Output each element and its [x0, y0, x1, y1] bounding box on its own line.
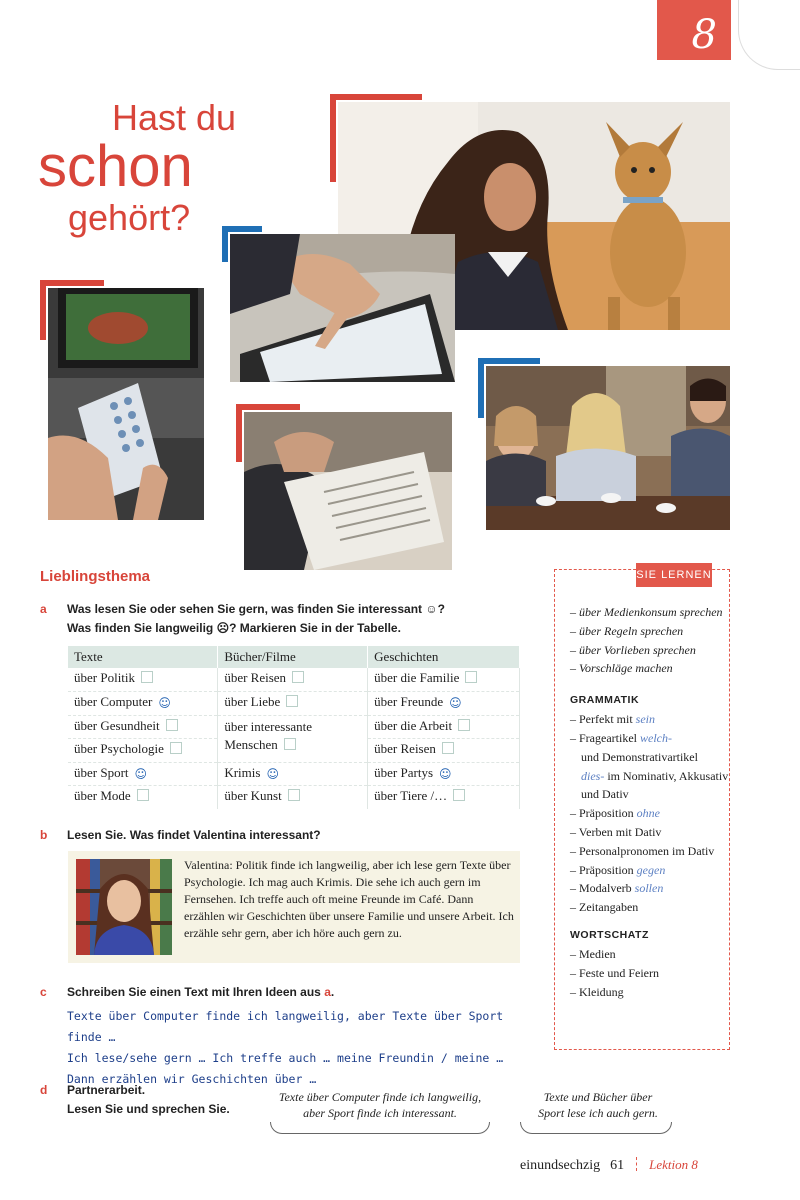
vocab-item: – Medien	[570, 946, 616, 961]
vocab-item: – Feste und Feiern	[570, 965, 659, 980]
table-cell	[218, 715, 368, 762]
checkbox[interactable]	[292, 671, 304, 683]
exercise-d-line-2: Lesen Sie und sprechen Sie.	[67, 1102, 230, 1116]
photo-hand-on-tablet	[230, 234, 455, 382]
table-row	[68, 668, 520, 692]
vocab-item: – Kleidung	[570, 984, 624, 999]
table-cell	[68, 739, 218, 763]
grammar-text: – Frageartikel	[570, 730, 640, 745]
exercise-b-letter: b	[40, 828, 48, 842]
speech-bubble-1-outline	[270, 1122, 490, 1134]
grammar-keyword: ohne	[636, 806, 660, 821]
checkbox[interactable]	[453, 789, 465, 801]
photo-accent	[236, 404, 300, 410]
smiley-icon[interactable]: ☺	[134, 766, 148, 781]
page-curl	[738, 0, 800, 70]
grammar-text: – Präposition	[570, 862, 637, 877]
column-header-texte: Texte	[68, 646, 218, 668]
title-line-2: schon	[38, 134, 193, 199]
grammar-item	[570, 861, 730, 880]
exercise-c-text: Schreiben Sie einen Text mit Ihren Ideen aus	[67, 985, 321, 999]
cell-text: über Politik	[74, 670, 136, 685]
checkbox[interactable]	[141, 671, 153, 683]
table-cell	[68, 715, 218, 739]
grammar-text: – Perfekt mit	[570, 712, 636, 727]
section-heading: Lieblingsthema	[40, 568, 151, 585]
grammar-item: – Verben mit Dativ	[570, 824, 662, 839]
exercise-c-end: .	[330, 985, 335, 999]
photo-friends-cafe	[486, 366, 730, 530]
title-line-3: gehört?	[68, 197, 191, 238]
exercise-a-line-2: Was finden Sie langweilig ☹? Markieren Sie in der Tabelle.	[67, 621, 401, 635]
cell-text: über Freunde	[374, 694, 444, 709]
cell-text: über interessante Menschen	[224, 718, 313, 752]
table-cell	[368, 692, 520, 716]
table-cell	[368, 739, 520, 763]
exercise-d-letter: d	[40, 1083, 48, 1097]
checkbox[interactable]	[284, 738, 296, 750]
cell-text: über die Familie	[374, 670, 460, 685]
photo-newspaper-reader	[244, 412, 452, 570]
photo-accent	[222, 226, 262, 232]
table-cell	[218, 668, 368, 692]
cell-text: über die Arbeit	[374, 717, 453, 733]
table-row	[68, 715, 520, 739]
photo-accent	[222, 226, 228, 262]
cell-text: über Psychologie	[74, 741, 164, 756]
cell-text: über Tiere /…	[374, 788, 448, 803]
goal-item: – über Regeln sprechen	[570, 623, 684, 638]
photo-accent	[330, 94, 336, 182]
lesson-label: Lektion 8	[649, 1157, 698, 1172]
grammar-text: und Demonstrativartikel	[581, 749, 698, 764]
checkbox[interactable]	[288, 789, 300, 801]
cell-text: über Reisen	[224, 670, 287, 685]
table-cell	[218, 786, 368, 810]
table-cell	[68, 668, 218, 692]
checkbox[interactable]	[137, 789, 149, 801]
reading-text: Valentina: Politik finde ich langweilig, aber ich lese gern Texte über Psychologie. Ich mag auch Krimis. Die sehe ich auch gern im Fernsehen. Ich treffe auch oft meine Freunde im Café. Dann erzählen wir Geschichten über unsere Familie und unsere Arbeit. Ich erzähle sehr gern, aber ich höre auch gern zu.	[184, 858, 514, 940]
answer-line-1: Texte über Computer finde ich langweilig, aber Texte über Sport finde …	[67, 1009, 504, 1044]
grammar-keyword: welch-	[639, 730, 672, 745]
speech-bubble-1	[260, 1089, 500, 1121]
grammar-keyword: sollen	[634, 881, 664, 896]
table-cell	[368, 762, 520, 786]
checkbox[interactable]	[166, 719, 178, 731]
cell-text: über Gesundheit	[74, 717, 160, 733]
photo-accent	[478, 358, 540, 364]
checkbox[interactable]	[286, 695, 298, 707]
grammar-text: – Präposition	[570, 806, 637, 821]
speech-bubble-2	[518, 1089, 678, 1121]
photo-accent	[40, 280, 46, 340]
exercise-c-instructions	[67, 983, 334, 1002]
handwritten-answer	[67, 1006, 527, 1090]
cell-text: über Mode	[74, 788, 131, 803]
smiley-icon[interactable]: ☺	[439, 766, 452, 781]
checkbox[interactable]	[170, 742, 182, 754]
sie-lernen-tab: SIE LERNEN	[636, 563, 712, 587]
column-header-buecher-filme: Bücher/Filme	[218, 646, 368, 668]
grammatik-heading: GRAMMATIK	[570, 694, 640, 707]
exercise-d-line-1: Partnerarbeit.	[67, 1083, 146, 1097]
cell-text: über Sport	[74, 764, 129, 780]
grammar-item: – Personalpronomen im Dativ	[570, 843, 715, 858]
footer-divider	[636, 1157, 637, 1171]
reading-text-box	[68, 851, 520, 963]
bubble-1-line-1: Texte über Computer finde ich langweilig,	[278, 1090, 482, 1104]
photo-valentina	[76, 859, 172, 955]
lesson-number-tab	[657, 0, 731, 60]
table-header-row	[68, 646, 520, 668]
topics-table	[68, 646, 520, 809]
page-number-word: einundsechzig	[520, 1158, 601, 1173]
grammar-text: – Modalverb	[570, 881, 635, 896]
table-cell	[368, 786, 520, 810]
grammar-keyword: sein	[635, 712, 655, 727]
exercise-a-line-1: Was lesen Sie oder sehen Sie gern, was finden Sie interessant ☺?	[67, 602, 445, 616]
table-cell	[68, 692, 218, 716]
grammar-item	[570, 729, 730, 804]
exercise-b-instructions: Lesen Sie. Was findet Valentina interessant?	[67, 828, 321, 842]
cell-text: über Liebe	[224, 694, 281, 709]
exercise-d-instructions	[67, 1081, 230, 1119]
photo-accent	[236, 404, 242, 462]
page-footer	[520, 1157, 740, 1174]
exercise-a-letter: a	[40, 602, 47, 616]
table-cell	[68, 762, 218, 786]
lesson-number: 8	[691, 12, 717, 58]
grammar-text: im Nominativ, Akkusativ und Dativ	[581, 768, 729, 802]
grammar-item: – Zeitangaben	[570, 900, 639, 915]
goal-item: – über Vorlieben sprechen	[570, 642, 696, 657]
goal-item: – über Medienkonsum sprechen	[570, 605, 723, 619]
photo-accent	[478, 358, 484, 418]
grammar-item	[570, 710, 730, 729]
photo-accent	[40, 280, 104, 286]
bubble-2-line-1: Texte und Bücher über	[543, 1090, 653, 1104]
table-row	[68, 692, 520, 716]
page-number: 61	[610, 1158, 625, 1173]
speech-bubble-2-outline	[520, 1122, 672, 1134]
checkbox[interactable]	[458, 719, 470, 731]
smiley-icon[interactable]: ☺	[266, 766, 279, 781]
cell-text: Krimis	[224, 764, 261, 780]
goal-item: – Vorschläge machen	[570, 661, 673, 676]
exercise-c-letter: c	[40, 985, 47, 999]
table-row	[68, 786, 520, 810]
smiley-icon[interactable]: ☺	[158, 696, 171, 710]
checkbox[interactable]	[442, 742, 454, 754]
answer-line-3: Dann erzählen wir Geschichten über …	[67, 1072, 317, 1086]
answer-line-2: Ich lese/sehe gern … Ich treffe auch … meine Freundin / meine …	[67, 1051, 504, 1065]
sie-lernen-content	[570, 603, 730, 1001]
checkbox[interactable]	[465, 671, 477, 683]
bubble-2-line-2: Sport lese ich auch gern.	[538, 1106, 658, 1120]
cell-text: über Computer	[74, 694, 153, 709]
cell-text: über Partys	[374, 764, 434, 780]
exercise-a-instructions	[67, 600, 445, 638]
cell-text: über Reisen	[374, 741, 436, 756]
smiley-icon[interactable]: ☺	[449, 696, 462, 710]
photo-tv-remote	[48, 288, 204, 520]
grammar-item	[570, 804, 730, 823]
table-cell	[368, 668, 520, 692]
table-row	[68, 762, 520, 786]
title-line-1: Hast du	[112, 97, 237, 138]
cell-text: über Kunst	[224, 788, 282, 803]
grammar-keyword: dies-	[581, 768, 605, 783]
table-cell	[218, 762, 368, 786]
bubble-1-line-2: aber Sport finde ich interessant.	[303, 1106, 457, 1120]
table-cell	[68, 786, 218, 810]
column-header-geschichten: Geschichten	[368, 646, 520, 668]
table-cell	[218, 692, 368, 716]
table-cell	[368, 715, 520, 739]
grammar-item	[570, 879, 730, 898]
page-title	[36, 97, 256, 238]
photo-accent	[330, 94, 422, 100]
exercise-c-ref: a	[324, 985, 331, 999]
grammar-keyword: gegen	[636, 862, 666, 877]
wortschatz-heading: WORTSCHATZ	[570, 928, 649, 941]
